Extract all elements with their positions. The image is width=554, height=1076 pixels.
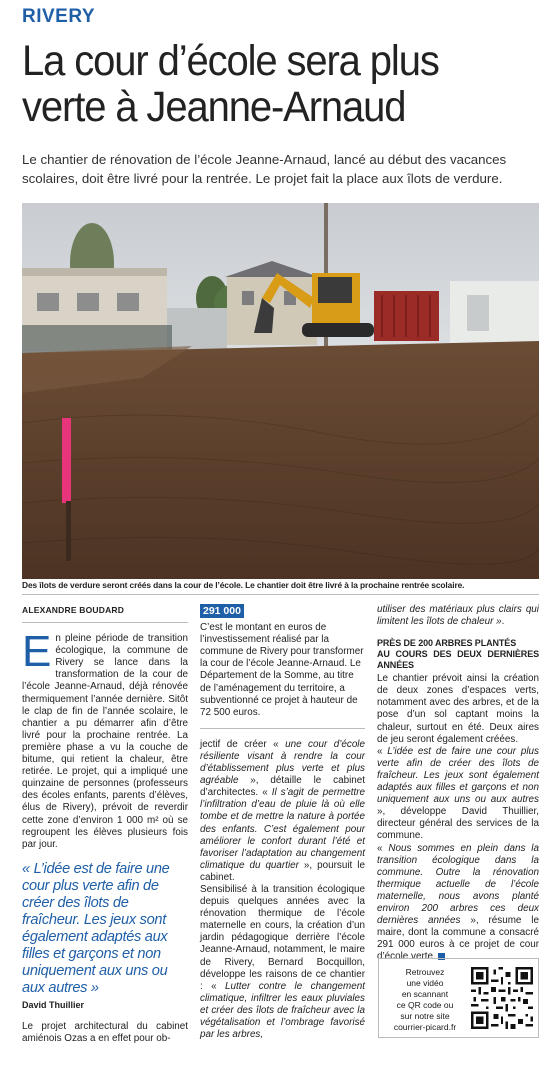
- section-kicker: RIVERY: [22, 6, 96, 27]
- paragraph: Le projet architectural du cabinet amiénois Ozas a en effet pour ob-: [22, 1020, 188, 1044]
- cabin: [450, 281, 539, 343]
- paragraph-text: n pleine période de transition écologique, la commune de Rivery se lance dans la transformation de la cour de l’école Jeanne-Arnaud, déjà rénovée thermiquement l’année dernière. Sitôt le clap de fin de l’année scolaire, le chantier a pu démarrer afin d’être livré pour la prochaine rentrée. La première phase a vu la couche de bitume, qui retient la chaleur, être retirée. Le projet, qui a impliqué une quinzaine de personnes (professeurs des écoles enfants, parents d’élèves, élus de Rivery), prévoit de reverdir cette zone d’environ 1 000 m² où se regroupent les élèves plusieurs fois par jour.: [22, 633, 188, 850]
- column-3: [377, 604, 539, 963]
- column-2: [200, 604, 365, 1041]
- stat-description: C’est le montant en euros de l’investissement réalisé par la commune de Rivery pour transformer la cour de l’école Jeanne-Arnaud. Le Département de la Somme, au titre de l’aménagement du territoire, a subventionné ce projet à hauteur de 72 500 euros.: [200, 622, 365, 729]
- paragraph: jectif de créer « une cour d’école résiliente visant à rendre la cour d’établissement plus verte et plus agréable », détaille le cabinet d’architectes. « Il s’agit de permettre l’infiltration d’eau de pluie là où elle tombe et de mettre la nature à portée des enfants. C’est également pour améliorer le confort durant l’été et favoriser l’adaptation au changement climatique du quartier », poursuit le cabinet.: [200, 738, 365, 883]
- paragraph: « L’idée est de faire une cour plus verte afin de créer des îlots de fraîcheur. Les jeux sont également adaptés aux filles et garçons et non uniquement aux uns ou aux autres », développe David Thuillier, directeur général des services de la commune.: [377, 745, 539, 842]
- construction-site-illustration: [22, 203, 539, 579]
- article-lede: Le chantier de rénovation de l’école Jeanne-Arnaud, lancé au début des vacances scolaires, doit être livré pour la rentrée. Le projet fait la place aux îlots de verdure.: [22, 152, 507, 186]
- qr-code-icon[interactable]: [471, 967, 533, 1029]
- pull-quote-author: David Thuillier: [22, 999, 85, 1010]
- qr-promo-box: [378, 958, 539, 1038]
- dropcap: E: [22, 627, 52, 677]
- site-link[interactable]: courrier-picard.fr: [393, 1022, 457, 1032]
- paragraph: « Nous sommes en plein dans la transition écologique dans la commune. Outre la rénovation thermique actuelle de l’école maternelle, nous avons planté environ 200 arbres ces deux dernières années », résume le maire, dont la commune a consacré 291 000 euros à ce projet de cour d’école verte.: [377, 842, 539, 963]
- pull-quote: « L’idée est de faire une cour plus verte afin de créer des îlots de fraîcheur. Les jeux sont également adaptés aux filles et garçons et non uniquement aux uns ou aux autres »: [22, 860, 170, 996]
- paragraph: Sensibilisé à la transition écologique depuis quelques années avec la rénovation thermique de l’école maternelle en cours, la création d’un jardin pédagogique derrière l’école Jeanne-Arnaud, notamment, le maire de Rivery, Bernard Bocquillon, développe les raisons de ce chantier : « Lutter contre le changement climatique, infiltrer les eaux pluviales et créer des îlots de fraîcheur avec la végétalisation et l’ombrage favorisé par les arbres,: [200, 883, 365, 1041]
- paragraph: Le chantier prévoit ainsi la création de deux zones d’espaces verts, notamment avec des arbres, et de la pose d’un sol captant moins la chaleur, surtout en été. Deux aires de jeu seront également créées.: [377, 673, 539, 745]
- marker-stake: [62, 418, 71, 503]
- qr-promo-text: Retrouvez une vidéo en scannant ce QR code ou sur notre site courrier-picard.fr: [385, 967, 465, 1033]
- photo-caption: Des îlots de verdure seront créés dans la cour de l’école. Le chantier doit être livré à la prochaine rentrée scolaire.: [22, 580, 539, 595]
- article-photo: [22, 203, 539, 579]
- article-headline: La cour d’école sera plus verte à Jeanne-Arnaud: [22, 37, 439, 131]
- paragraph: [22, 627, 188, 851]
- column-1: [22, 604, 188, 1045]
- stat-value: 291 000: [200, 604, 244, 618]
- subheading: PRÈS DE 200 ARBRES PLANTÉS AU COURS DES DEUX DERNIÈRES ANNÉES: [377, 638, 539, 671]
- paragraph: utiliser des matériaux plus clairs qui limitent les îlots de chaleur ».: [377, 604, 539, 628]
- byline: ALEXANDRE BOUDARD: [22, 604, 188, 623]
